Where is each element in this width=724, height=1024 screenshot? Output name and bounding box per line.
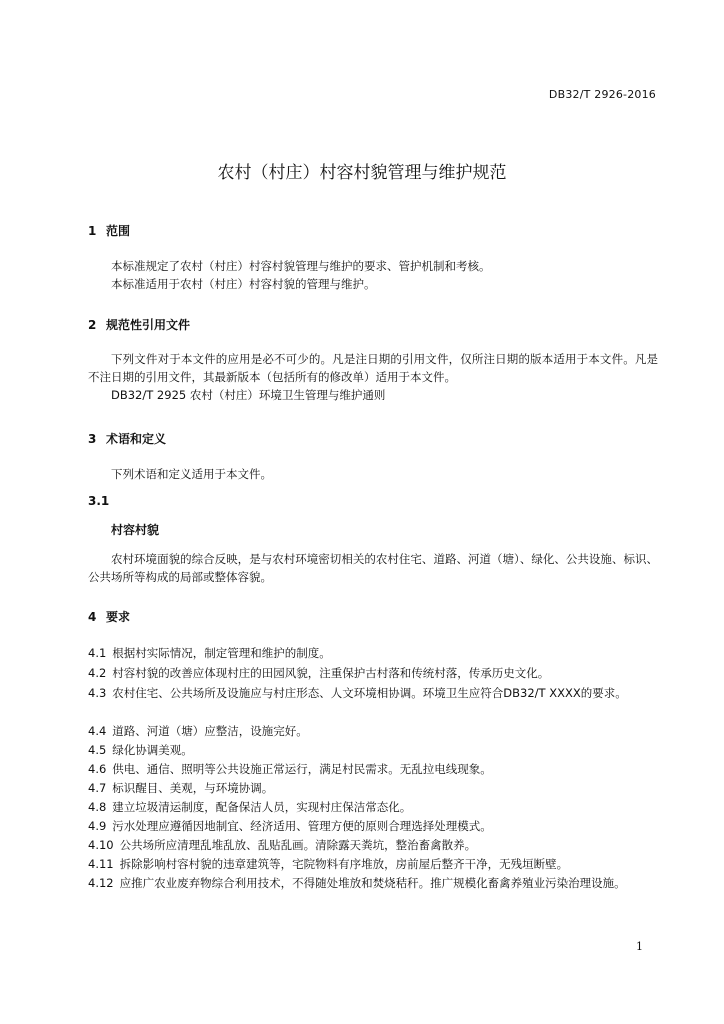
paragraph: 本标准适用于农村（村庄）村容村貌的管理与维护。	[111, 277, 376, 291]
requirement-item	[88, 779, 658, 797]
section-number: 4	[88, 610, 97, 624]
section-title: 范围	[106, 224, 131, 238]
item-number: 4.11	[88, 857, 114, 871]
item-number: 4.1	[88, 646, 107, 660]
item-text: 根据村实际情况，制定管理和维护的制度。	[112, 646, 331, 660]
requirement-item	[88, 644, 658, 662]
section-heading-references	[88, 316, 190, 333]
requirement-item	[88, 798, 658, 816]
requirement-item	[88, 722, 658, 740]
requirement-item	[88, 817, 658, 835]
item-text: 道路、河道（塘）应整洁，设施完好。	[112, 724, 308, 738]
item-number: 4.3	[88, 686, 107, 700]
term-name: 村容村貌	[111, 523, 160, 537]
item-number: 4.8	[88, 800, 107, 814]
item-text: 标识醒目、美观，与环境协调。	[112, 781, 274, 795]
section-heading-scope	[88, 222, 130, 239]
item-number: 4.10	[88, 838, 114, 852]
item-number: 4.9	[88, 819, 107, 833]
item-text: 应推广农业废弃物综合利用技术，不得随处堆放和焚烧秸秆。推广规模化畜禽养殖业污染治理设施。	[119, 876, 626, 890]
section-heading-requirements	[88, 608, 130, 625]
requirement-item	[88, 836, 658, 854]
item-text: 村容村貌的改善应体现村庄的田园风貌，注重保护古村落和传统村落，传承历史文化。	[112, 666, 550, 680]
item-text: 公共场所应清理乱堆乱放、乱贴乱画。清除露天粪坑，整治畜禽散养。	[119, 838, 477, 852]
item-text: 绿化协调美观。	[112, 743, 193, 757]
item-number: 4.2	[88, 666, 107, 680]
item-number: 4.12	[88, 876, 114, 890]
item-text: 建立垃圾清运制度，配备保洁人员，实现村庄保洁常态化。	[112, 800, 412, 814]
document-title: 农村（村庄）村容村貌管理与维护规范	[217, 163, 507, 183]
requirement-item	[88, 741, 658, 759]
section-number: 3	[88, 432, 97, 446]
requirement-item	[88, 664, 658, 682]
item-text: 农村住宅、公共场所及设施应与村庄形态、人文环境相协调。环境卫生应符合DB32/T XXXX的要求。	[112, 686, 627, 700]
paragraph: 下列术语和定义适用于本文件。	[111, 467, 272, 481]
section-title: 术语和定义	[106, 432, 167, 446]
page-number: 1	[636, 940, 643, 953]
section-heading-terms	[88, 430, 166, 447]
reference-item: DB32/T 2925 农村（村庄）环境卫生管理与维护通则	[111, 388, 386, 402]
term-definition: 农村环境面貌的综合反映，是与农村环境密切相关的农村住宅、道路、河道（塘）、绿化、公共设施、标识、公共场所等构成的局部或整体容貌。	[88, 552, 658, 584]
item-number: 4.4	[88, 724, 107, 738]
paragraph: 本标准规定了农村（村庄）村容村貌管理与维护的要求、管护机制和考核。	[111, 259, 491, 273]
item-number: 4.6	[88, 762, 107, 776]
paragraph: 下列文件对于本文件的应用是必不可少的。凡是注日期的引用文件，仅所注日期的版本适用于本文件。凡是不注日期的引用文件，其最新版本（包括所有的修改单）适用于本文件。	[88, 352, 658, 384]
item-text: 拆除影响村容村貌的违章建筑等，宅院物料有序堆放，房前屋后整齐干净，无残垣断壁。	[119, 857, 569, 871]
item-number: 4.5	[88, 743, 107, 757]
requirement-item	[88, 760, 658, 778]
section-number: 2	[88, 318, 97, 332]
requirement-item	[88, 684, 658, 702]
standard-code: DB32/T 2926-2016	[548, 88, 656, 101]
section-title: 要求	[106, 610, 131, 624]
section-title: 规范性引用文件	[106, 318, 191, 332]
subsection-number: 3.1	[88, 494, 110, 508]
item-text: 污水处理应遵循因地制宜、经济适用、管理方便的原则合理选择处理模式。	[112, 819, 492, 833]
requirement-item	[88, 874, 658, 892]
requirement-item	[88, 855, 658, 873]
item-number: 4.7	[88, 781, 107, 795]
section-number: 1	[88, 224, 97, 238]
item-text: 供电、通信、照明等公共设施正常运行，满足村民需求。无乱拉电线现象。	[112, 762, 492, 776]
